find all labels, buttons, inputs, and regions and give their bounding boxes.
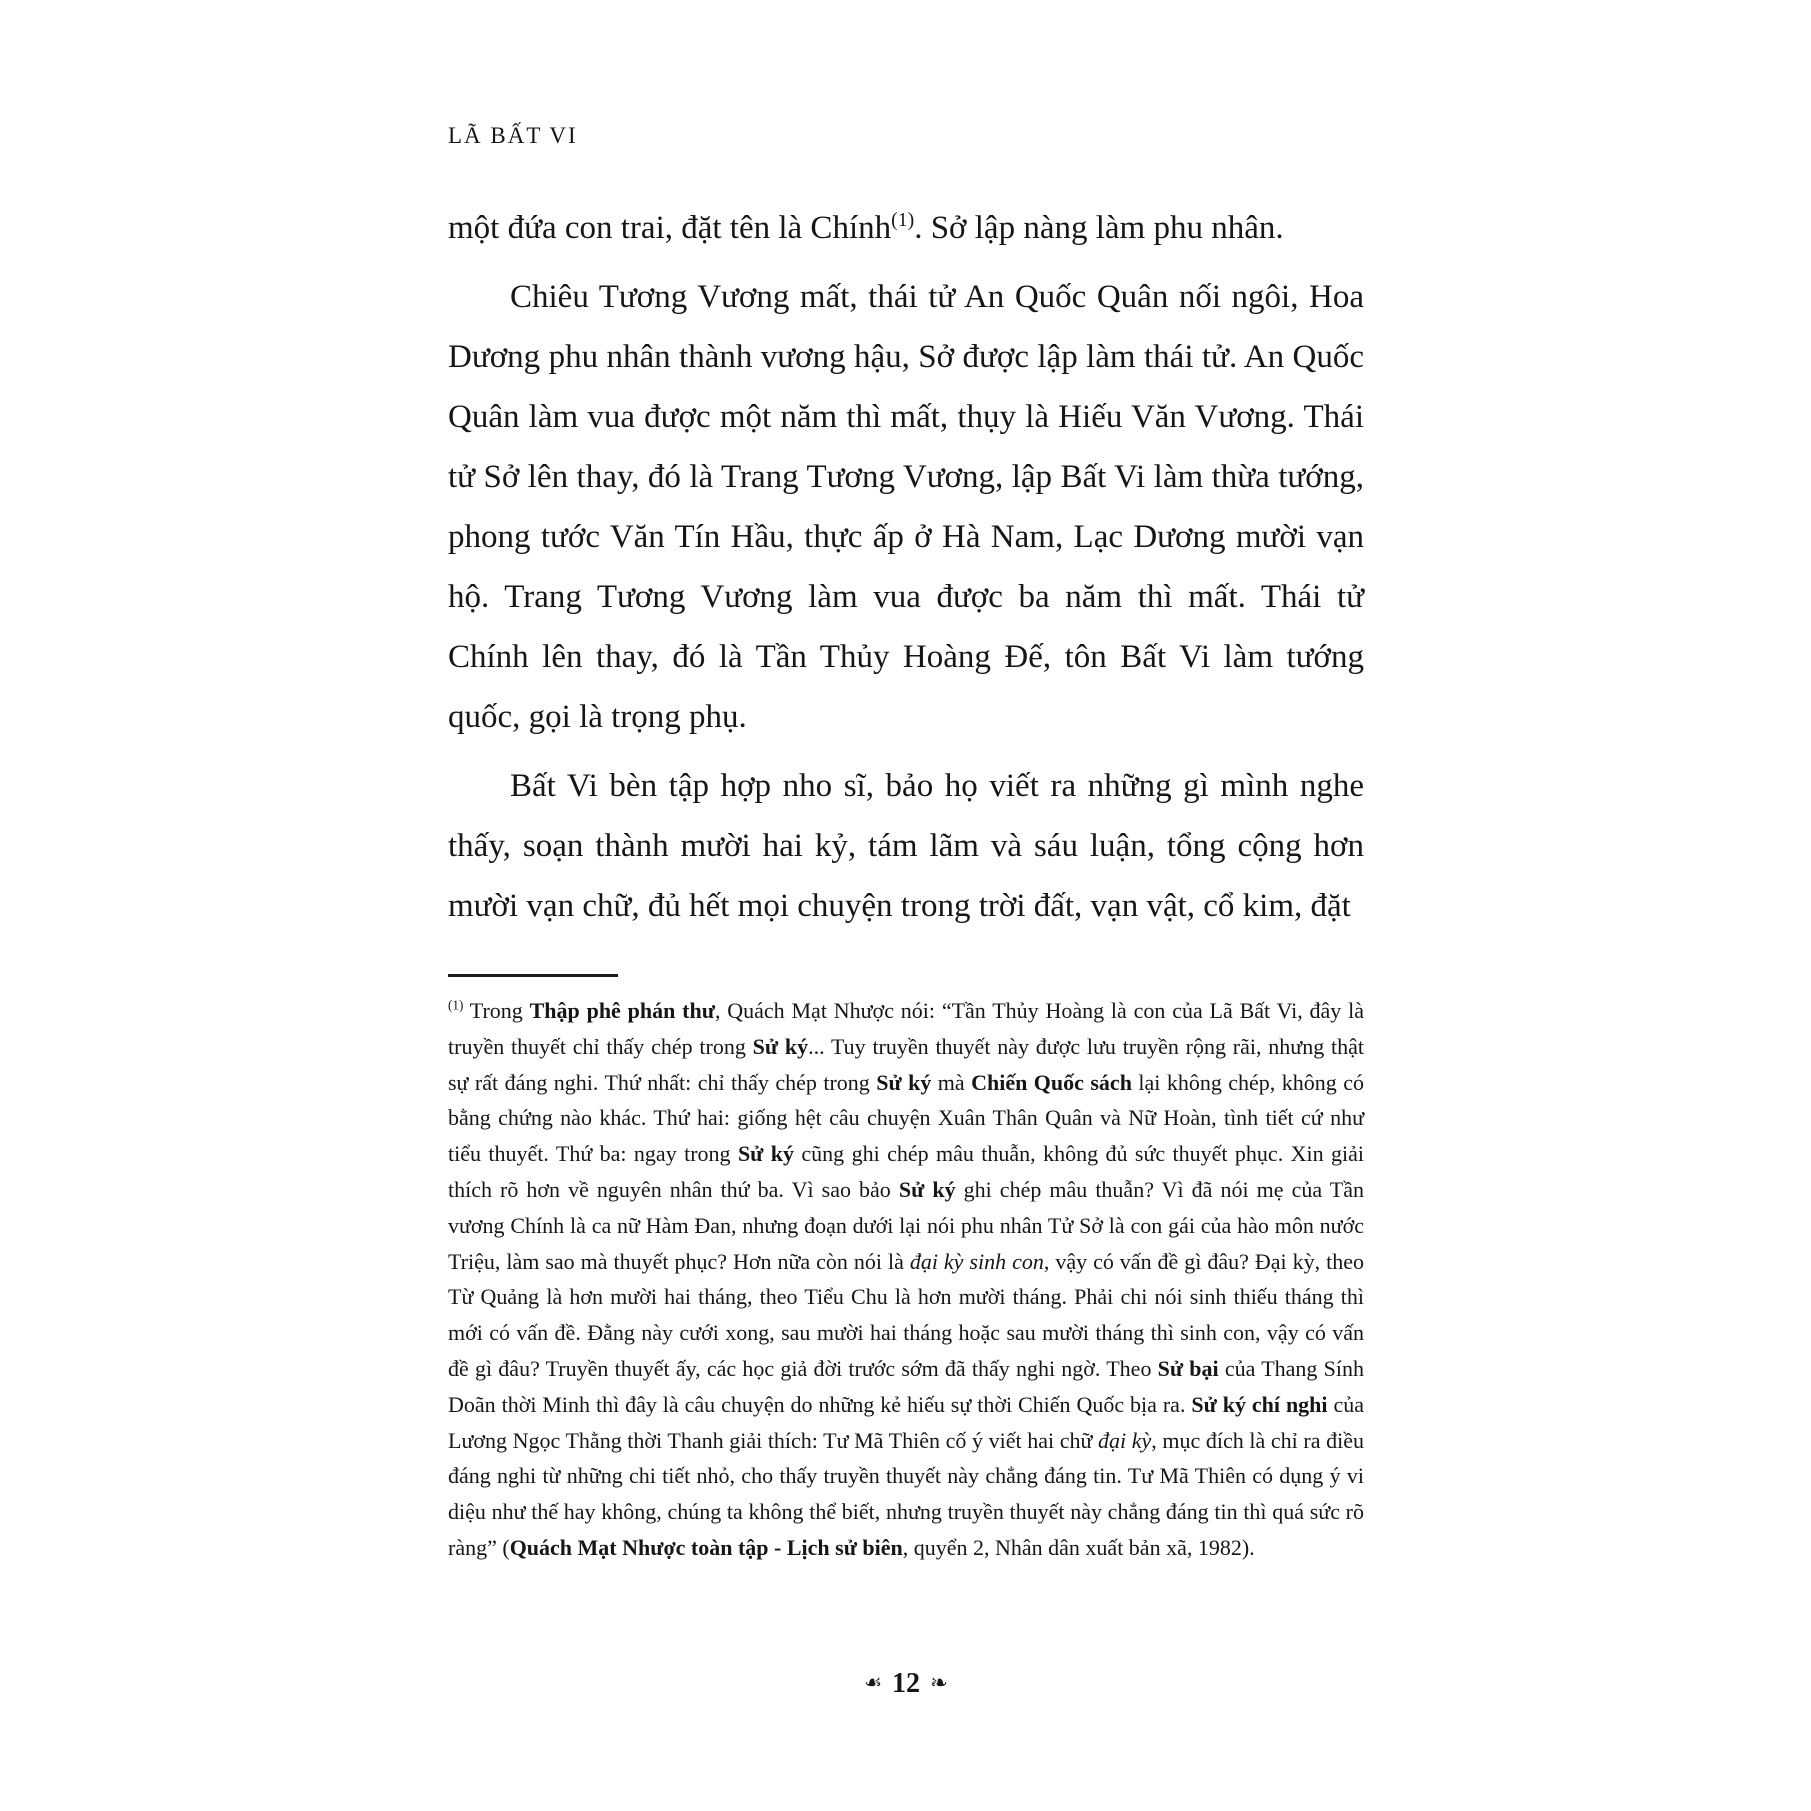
text-segment: Quách Mạt Nhược toàn tập - Lịch sử biên <box>509 1534 903 1560</box>
text-segment: ... Tuy truyền thuyết này được lưu truyền rộng rãi, nhưng thật sự rất đáng nghi. Thứ nhất: chỉ thấy chép trong <box>448 1033 1364 1095</box>
text-segment: Trong <box>463 998 530 1023</box>
text-segment: mà <box>931 1069 972 1095</box>
footnote-text <box>448 993 1364 1566</box>
body-paragraph <box>448 756 1364 936</box>
text-segment: Chiến Quốc sách <box>971 1069 1132 1095</box>
text-segment: , Quách Mạt Nhược nói: “Tần Thủy Hoàng là con của Lã Bất Vi, đây là truyền thuyết chỉ thấy chép trong <box>448 998 1364 1059</box>
text-segment: Sử ký chí nghi <box>1191 1391 1328 1417</box>
body-text-block <box>448 198 1364 936</box>
text-segment: của Lương Ngọc Thằng thời Thanh giải thích: Tư Mã Thiên cố ý viết hai chữ <box>448 1391 1364 1453</box>
text-segment: cũng ghi chép mâu thuẫn, không đủ sức thuyết phục. Xin giải thích rõ hơn về nguyên nhân thứ ba. Vì sao bảo <box>448 1141 1364 1202</box>
text-segment: , vậy có vấn đề gì đâu? Đại kỳ, theo Từ Quảng là hơn mười hai tháng, theo Tiểu Chu là hơn mười tháng. Phải chi nói sinh thiếu tháng thì mới có vấn đề. Đằng này cưới xong, sau mười hai tháng hoặc sau mười tháng thì sinh con, vậy có vấn đề gì đâu? Truyền thuyết ấy, các học giả đời trước sớm đã thấy nghi ngờ. Theo <box>448 1248 1364 1381</box>
text-segment: lại không chép, không có bằng chứng nào khác. Thứ hai: giống hệt câu chuyện Xuân Thân Quân và Nữ Hoàn, tình tiết cứ như tiểu thuyết. Thứ ba: ngay trong <box>448 1069 1364 1167</box>
body-paragraph <box>448 198 1364 258</box>
text-segment: Sử ký <box>737 1141 795 1167</box>
text-segment: ghi chép mâu thuẫn? Vì đã nói mẹ của Tần vương Chính là ca nữ Hàm Đan, nhưng đoạn dưới lại nói phu nhân Tử Sở là con gái của hào môn nước Triệu, làm sao mà thuyết phục? Hơn nữa còn nói là <box>448 1176 1364 1274</box>
right-fleuron-ornament-icon: ☙ <box>930 1670 948 1694</box>
text-segment: Sử ký <box>898 1176 956 1202</box>
footnote-separator-rule <box>448 974 618 977</box>
left-fleuron-ornament-icon: ☙ <box>864 1670 882 1694</box>
footnote-marker: (1) <box>448 997 464 1013</box>
text-segment: Sử bại <box>1157 1355 1219 1381</box>
text-segment: của Thang Sính Doãn thời Minh thì đây là câu chuyện do những kẻ hiếu sự thời Chiến Quốc bịa ra. <box>448 1355 1364 1417</box>
text-segment: đại kỳ sinh con <box>909 1248 1044 1274</box>
body-paragraph <box>448 267 1364 747</box>
text-segment: một đứa con trai, đặt tên là Chính <box>448 210 892 246</box>
text-segment: đại kỳ <box>1098 1427 1152 1453</box>
text-segment: Bất Vi bèn tập hợp nho sĩ, bảo họ viết ra những gì mình nghe thấy, soạn thành mười hai kỷ, tám lãm và sáu luận, tổng cộng hơn mười vạn chữ, đủ hết mọi chuyện trong trời đất, vạn vật, cổ kim, đặt <box>448 768 1364 924</box>
page-footer <box>448 1668 1364 1700</box>
text-segment: Sử ký <box>752 1033 809 1059</box>
text-segment: , mục đích là chỉ ra điều đáng nghi từ những chi tiết nhỏ, cho thấy truyền thuyết này chẳng đáng tin. Tư Mã Thiên có dụng ý vi diệu như thế hay không, chúng ta không thể biết, nhưng truyền thuyết này chẳng đáng tin thì quá sức rõ ràng” ( <box>448 1427 1364 1560</box>
text-segment: . Sở lập nàng làm phu nhân. <box>914 210 1284 246</box>
text-segment: , quyển 2, Nhân dân xuất bản xã, 1982). <box>902 1534 1255 1560</box>
running-header-title: LÃ BẤT VI <box>448 123 578 148</box>
page-number: 12 <box>892 1668 920 1699</box>
text-segment: Chiêu Tương Vương mất, thái tử An Quốc Quân nối ngôi, Hoa Dương phu nhân thành vương hậu, Sở được lập làm thái tử. An Quốc Quân làm vua được một năm thì mất, thụy là Hiếu Văn Vương. Thái tử Sở lên thay, đó là Trang Tương Vương, lập Bất Vi làm thừa tướng, phong tước Văn Tín Hầu, thực ấp ở Hà Nam, Lạc Dương mười vạn hộ. Trang Tương Vương làm vua được ba năm thì mất. Thái tử Chính lên thay, đó là Tần Thủy Hoàng Đế, tôn Bất Vi làm tướng quốc, gọi là trọng phụ. <box>448 279 1364 735</box>
footnote-marker: (1) <box>891 209 915 231</box>
text-column <box>448 122 1364 1566</box>
text-segment: Thập phê phán thư <box>529 998 715 1023</box>
text-segment: Sử ký <box>876 1069 932 1095</box>
